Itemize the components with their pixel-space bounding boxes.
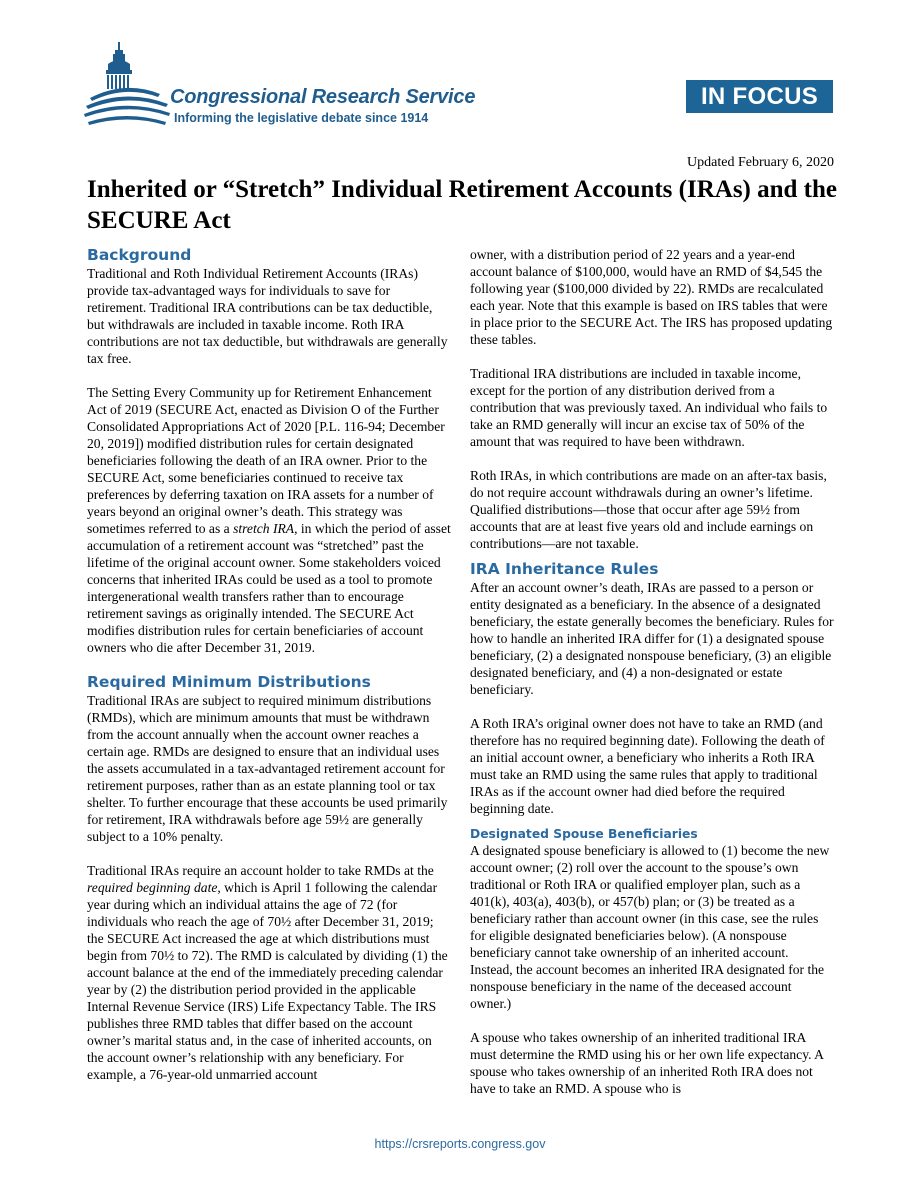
heading-designated-spouse-beneficiaries: Designated Spouse Beneficiaries <box>470 827 698 841</box>
heading-background: Background <box>87 246 192 264</box>
in-focus-badge: IN FOCUS <box>686 80 833 113</box>
emphasis-text: stretch IRA <box>233 521 295 536</box>
paragraph: Roth IRAs, in which contributions are made on an after-tax basis, do not require account withdrawals during an owner’s lifetime. Qualified distributions—those that occur after age 59½ from accounts that are at least five years old and include earnings on contributions—are not taxable. <box>470 468 827 551</box>
footer-link[interactable]: https://crsreports.congress.gov <box>374 1137 546 1151</box>
paragraph: owner, with a distribution period of 22 years and a year-end account balance of $100,000, would have an RMD of $4,545 the following year ($100,000 divided by 22). RMDs are recalculated each year. Note that this example is based on IRS tables that were in place prior to the SECURE Act. The IRS has proposed updating these tables. <box>470 247 833 347</box>
paragraph: Traditional IRA distributions are included in taxable income, except for the portion of any distribution derived from a contribution that was previously taxed. An individual who fails to take an RMD generally will incur an excise tax of 50% of the amount that was required to have been withdrawn. <box>470 366 828 449</box>
text-run: Traditional IRAs require an account holder to take RMDs at the <box>87 863 434 878</box>
paragraph: A spouse who takes ownership of an inherited traditional IRA must determine the RMD using his or her own life expectancy. A spouse who takes ownership of an inherited Roth IRA does not have to take an RMD. A spouse who is <box>470 1030 824 1096</box>
paragraph <box>87 384 451 656</box>
paragraph <box>87 862 451 1083</box>
left-column <box>87 246 451 1083</box>
paragraph: After an account owner’s death, IRAs are passed to a person or entity designated as a beneficiary. In the absence of a designated beneficiary, the estate generally becomes the beneficiary. Rules for how to handle an inherited IRA differ for (1) a designated spouse beneficiary, (2) a designated nonspouse beneficiary, (3) an eligible designated beneficiary, and (4) a non-designated or estate beneficiary. <box>470 580 834 697</box>
heading-rmd: Required Minimum Distributions <box>87 673 371 691</box>
heading-ira-inheritance-rules: IRA Inheritance Rules <box>470 560 659 578</box>
paragraph: A designated spouse beneficiary is allowed to (1) become the new account owner; (2) roll over the account to the spouse’s own traditional or Roth IRA or qualified employer plan, such as a 401(k), 403(a), 403(b), or 457(b) plan; or (3) be treated as a beneficiary rather than account owner (in this case, see the rules for eligible designated beneficiaries below). (A nonspouse beneficiary cannot take ownership of an inherited account. Instead, the account becomes an inherited IRA designated for the nonspouse beneficiary in the name of the deceased account owner.) <box>470 843 830 1011</box>
text-run: The Setting Every Community up for Retirement Enhancement Act of 2019 (SECURE Act, enacted as Division O of the Further Consolidated Appropriations Act of 2020 [P.L. 116-94; December 20, 2019]) modified distribution rules for certain designated beneficiaries following the death of an IRA owner. Prior to the SECURE Act, some beneficiaries continued to receive tax preferences by deferring taxation on IRA assets for a number of years beyond an original owner’s death. This strategy was sometimes referred to as a <box>87 385 445 536</box>
emphasis-text: required beginning date <box>87 880 218 895</box>
text-run: , which is April 1 following the calendar year during which an individual attains the age of 72 (for individuals who reach the age of 70½ after December 31, 2019; the SECURE Act increased the age at which distributions must begin from 70½ to 72). The RMD is calculated by dividing (1) the account balance at the end of the immediately preceding calendar year by (2) the distribution period provided in the applicable Internal Revenue Service (IRS) Life Expectancy Table. The IRS publishes three RMD tables that differ based on the account owner’s marital status and, in the case of inherited accounts, on the account owner’s relationship with any beneficiary. For example, a 76-year-old unmarried account <box>87 880 448 1082</box>
paragraph: A Roth IRA’s original owner does not have to take an RMD (and therefore has no required beginning date). Following the death of an initial account owner, a beneficiary who inherits a Roth IRA must take an RMD using the same rules that apply to traditional IRAs as if the account owner had died before the required beginning date. <box>470 716 825 816</box>
org-tagline: Informing the legislative debate since 1914 <box>174 111 429 125</box>
text-run: , in which the period of asset accumulation of a retirement account was “stretched” past the lifetime of the original account owner. Some stakeholders voiced concerns that inherited IRAs could be used as a tool to promote intergenerational wealth transfers rather than to encourage retirement savings as originally intended. The SECURE Act modifies distribution rules for certain beneficiaries of account owners who die after December 31, 2019. <box>87 521 451 655</box>
paragraph: Traditional and Roth Individual Retirement Accounts (IRAs) provide tax-advantaged ways for individuals to save for retirement. Traditional IRA contributions can be tax deductible, but withdrawals are included in taxable income. Roth IRA contributions are not tax deductible, but withdrawals are generally tax free. <box>87 266 448 366</box>
paragraph: Traditional IRAs are subject to required minimum distributions (RMDs), which are minimum amounts that must be withdrawn from the account annually when the account owner reaches a certain age. RMDs are designed to ensure that an individual uses the assets accumulated in a tax-advantaged retirement account for retirement purposes, rather than as an estate planning tool or tax shelter. To further encourage that these accounts be used primarily for retirement, IRA withdrawals before age 59½ are generally subject to a 10% penalty. <box>87 693 448 844</box>
updated-date: Updated February 6, 2020 <box>687 155 834 170</box>
document-title: Inherited or “Stretch” Individual Retirement Accounts (IRAs) and the SECURE Act <box>87 176 838 234</box>
org-name: Congressional Research Service <box>170 86 476 108</box>
right-column <box>470 246 834 1097</box>
capitol-dome-icon <box>82 40 172 130</box>
